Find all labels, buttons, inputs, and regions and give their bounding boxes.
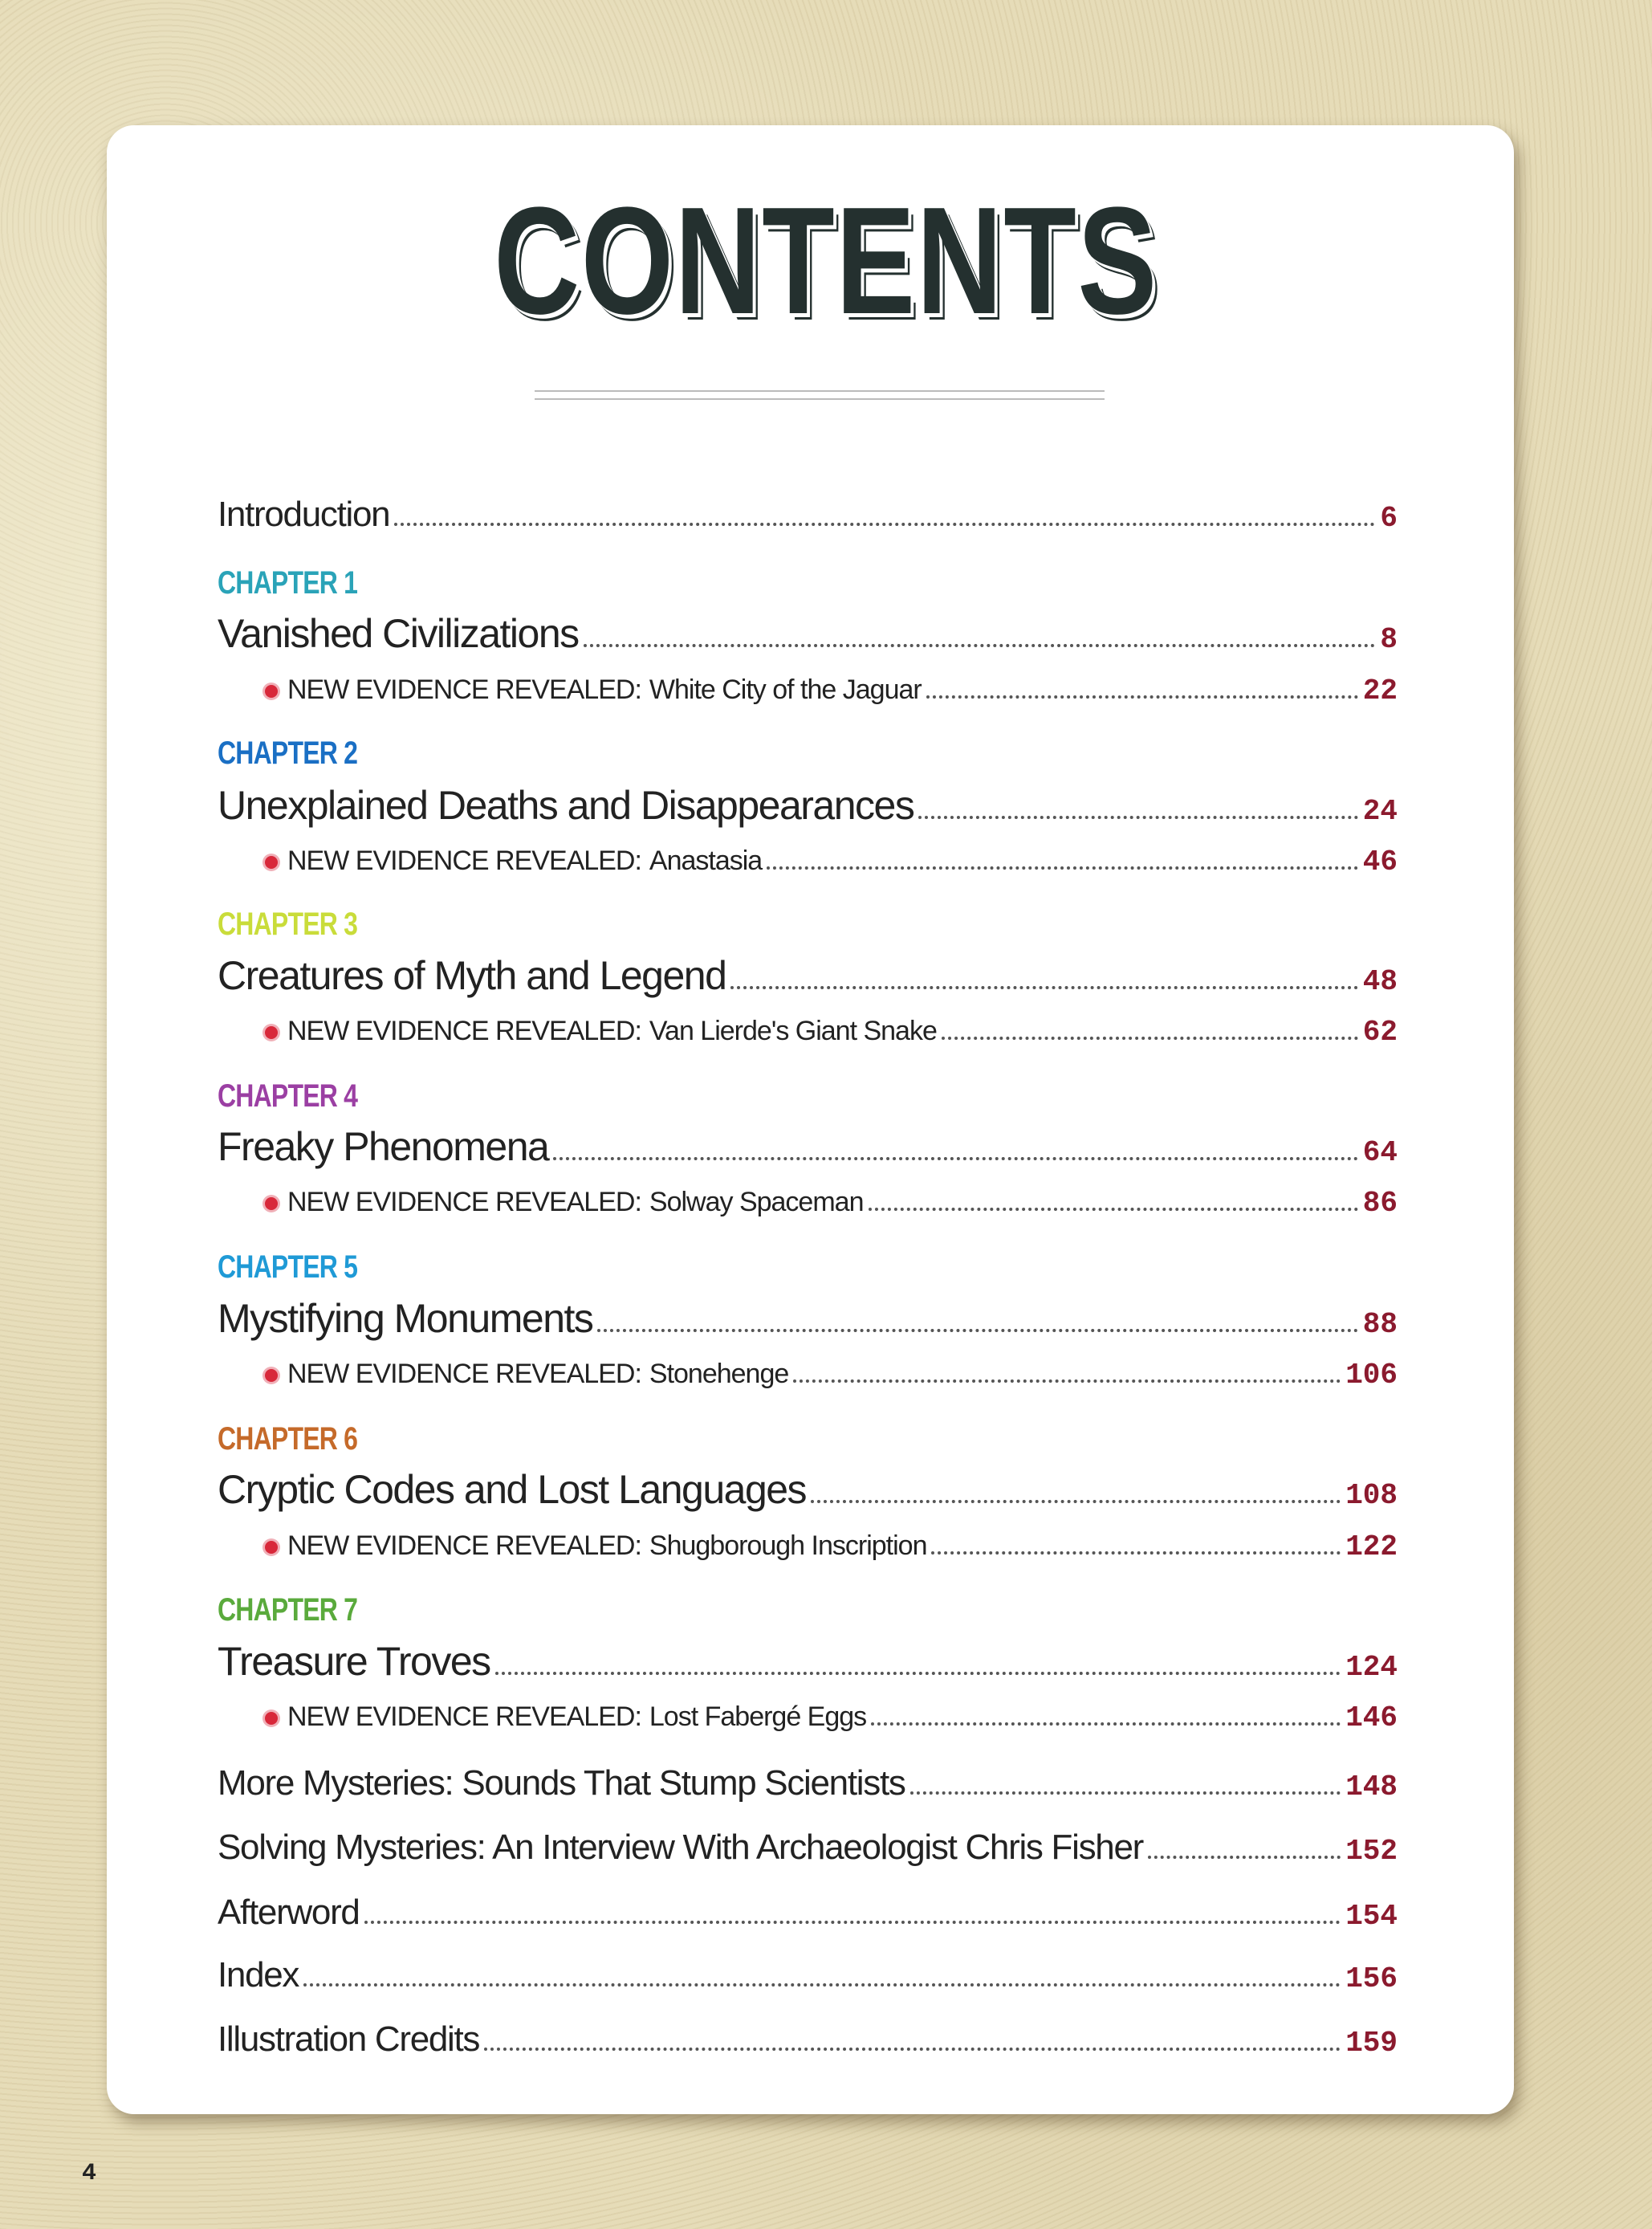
- toc-evidence-entry[interactable]: [265, 1701, 1398, 1734]
- dot-leader: [931, 1551, 1341, 1555]
- page-number: 146: [1345, 1701, 1398, 1734]
- entry-title: [287, 1187, 864, 1218]
- entry-title: [287, 674, 922, 706]
- page-number: 88: [1362, 1308, 1398, 1341]
- entry-title: Treasure Troves: [218, 1639, 490, 1684]
- evidence-prefix: NEW EVIDENCE REVEALED:: [287, 846, 641, 876]
- page-number: 156: [1345, 1962, 1398, 1995]
- entry-title: Unexplained Deaths and Disappearances: [218, 783, 914, 828]
- toc-evidence-entry[interactable]: [265, 1359, 1398, 1392]
- dot-leader: [918, 816, 1357, 819]
- page-number: 6: [1380, 502, 1398, 535]
- toc-evidence-entry[interactable]: [265, 674, 1398, 707]
- evidence-title: Solway Spaceman: [649, 1187, 864, 1217]
- dot-leader: [364, 1921, 1341, 1924]
- entry-title: [287, 1530, 926, 1562]
- chapter-label: CHAPTER 6: [218, 1421, 358, 1457]
- chapter-label: CHAPTER 5: [218, 1249, 358, 1285]
- toc-entry[interactable]: [218, 782, 1398, 829]
- toc-entry[interactable]: [218, 1955, 1398, 1995]
- dot-leader: [926, 695, 1358, 699]
- evidence-prefix: NEW EVIDENCE REVEALED:: [287, 1187, 641, 1217]
- contents-card: [107, 125, 1514, 2114]
- chapter-label: CHAPTER 3: [218, 907, 358, 942]
- toc-entry[interactable]: [218, 495, 1398, 535]
- dot-leader: [1148, 1856, 1341, 1859]
- bullet-icon: [265, 1197, 278, 1210]
- title-divider: [535, 390, 1105, 400]
- entry-title: Freaky Phenomena: [218, 1124, 549, 1169]
- page-number: 24: [1362, 795, 1398, 828]
- toc-entry[interactable]: [218, 952, 1398, 999]
- page-number: 122: [1345, 1530, 1398, 1563]
- dot-leader: [910, 1791, 1341, 1795]
- dot-leader: [303, 1983, 1341, 1987]
- dot-leader: [495, 1672, 1341, 1675]
- toc-entry[interactable]: [218, 2019, 1398, 2060]
- dot-leader: [942, 1037, 1358, 1040]
- evidence-prefix: NEW EVIDENCE REVEALED:: [287, 1016, 641, 1046]
- page-number: 148: [1345, 1771, 1398, 1803]
- dot-leader: [869, 1208, 1358, 1211]
- evidence-prefix: NEW EVIDENCE REVEALED:: [287, 1530, 641, 1561]
- entry-title: Index: [218, 1955, 299, 1995]
- dot-leader: [793, 1379, 1341, 1383]
- dot-leader: [871, 1722, 1341, 1726]
- entry-title: [287, 846, 762, 877]
- page-number: 62: [1362, 1016, 1398, 1049]
- evidence-title: Van Lierde's Giant Snake: [649, 1016, 937, 1046]
- page-number: 22: [1362, 674, 1398, 707]
- toc-entry[interactable]: [218, 1763, 1398, 1803]
- page-number: 159: [1345, 2027, 1398, 2060]
- dot-leader: [767, 866, 1358, 870]
- bullet-icon: [265, 856, 278, 869]
- evidence-title: Stonehenge: [649, 1359, 789, 1389]
- dot-leader: [553, 1157, 1357, 1160]
- page-number: 64: [1362, 1136, 1398, 1169]
- evidence-title: Lost Fabergé Eggs: [649, 1701, 867, 1732]
- page-folio: 4: [82, 2160, 97, 2187]
- dot-leader: [811, 1500, 1341, 1503]
- entry-title: Mystifying Monuments: [218, 1296, 593, 1341]
- page-number: 152: [1345, 1835, 1398, 1868]
- entry-title: Vanished Civilizations: [218, 611, 579, 656]
- toc-entry[interactable]: [218, 1123, 1398, 1170]
- page-number: 124: [1345, 1651, 1398, 1684]
- entry-title: Solving Mysteries: An Interview With Archaeologist Chris Fisher: [218, 1828, 1144, 1867]
- entry-title: [287, 1701, 866, 1733]
- page-number: 46: [1362, 846, 1398, 878]
- chapter-label: CHAPTER 2: [218, 736, 358, 771]
- entry-title: [287, 1359, 788, 1390]
- toc-entry[interactable]: [218, 1466, 1398, 1513]
- entry-title: Illustration Credits: [218, 2019, 480, 2059]
- evidence-title: White City of the Jaguar: [649, 674, 922, 705]
- page-number: 86: [1362, 1187, 1398, 1220]
- bullet-icon: [265, 1712, 278, 1725]
- bullet-icon: [265, 1541, 278, 1554]
- page-number: 106: [1345, 1359, 1398, 1392]
- entry-title: Introduction: [218, 495, 390, 534]
- evidence-prefix: NEW EVIDENCE REVEALED:: [287, 1359, 641, 1389]
- chapter-label: CHAPTER 1: [218, 565, 358, 601]
- toc-entry[interactable]: [218, 610, 1398, 657]
- page-number: 48: [1362, 965, 1398, 998]
- toc-evidence-entry[interactable]: [265, 1187, 1398, 1220]
- toc-evidence-entry[interactable]: [265, 1016, 1398, 1049]
- toc-evidence-entry[interactable]: [265, 1530, 1398, 1563]
- entry-title: Afterword: [218, 1893, 360, 1932]
- dot-leader: [394, 523, 1375, 526]
- dot-leader: [484, 2048, 1341, 2051]
- chapter-label: CHAPTER 4: [218, 1078, 358, 1114]
- entry-title: Cryptic Codes and Lost Languages: [218, 1467, 807, 1512]
- page-number: 108: [1345, 1479, 1398, 1512]
- toc-evidence-entry[interactable]: [265, 846, 1398, 878]
- chapter-label: CHAPTER 7: [218, 1592, 358, 1628]
- dot-leader: [584, 644, 1376, 647]
- dot-leader: [730, 986, 1357, 989]
- toc-entry[interactable]: [218, 1828, 1398, 1868]
- bullet-icon: [265, 1026, 278, 1039]
- entry-title: Creatures of Myth and Legend: [218, 953, 726, 998]
- toc-entry[interactable]: [218, 1893, 1398, 1933]
- evidence-title: Anastasia: [649, 846, 763, 876]
- evidence-prefix: NEW EVIDENCE REVEALED:: [287, 1701, 641, 1732]
- page-number: 8: [1380, 623, 1398, 656]
- bullet-icon: [265, 685, 278, 698]
- dot-leader: [597, 1329, 1357, 1332]
- toc-entry[interactable]: [218, 1638, 1398, 1685]
- entry-title: [287, 1016, 937, 1047]
- page-number: 154: [1345, 1900, 1398, 1933]
- page-title: CONTENTS: [494, 176, 1158, 346]
- bullet-icon: [265, 1369, 278, 1382]
- evidence-title: Shugborough Inscription: [649, 1530, 927, 1561]
- entry-title: More Mysteries: Sounds That Stump Scientists: [218, 1763, 905, 1803]
- toc-entry[interactable]: [218, 1295, 1398, 1342]
- evidence-prefix: NEW EVIDENCE REVEALED:: [287, 674, 641, 705]
